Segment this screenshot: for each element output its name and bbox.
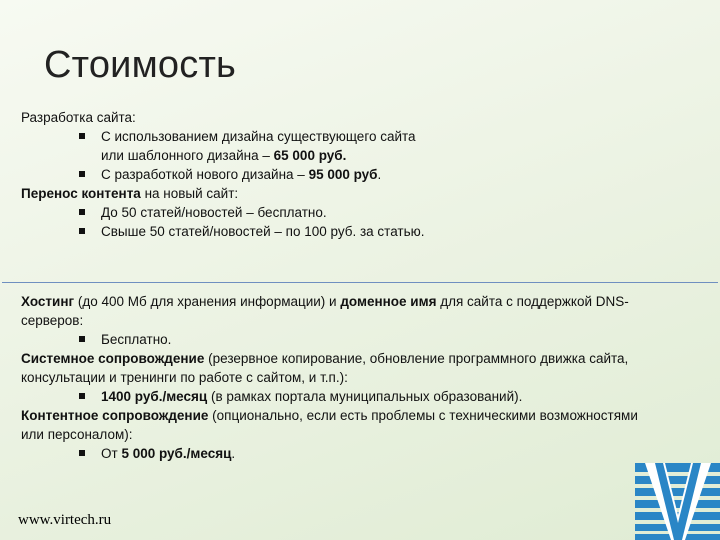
price-value: 1400 руб./месяц bbox=[101, 389, 208, 404]
list-item bbox=[21, 127, 700, 165]
heading-bold: доменное имя bbox=[340, 294, 437, 309]
section-heading-content-transfer bbox=[21, 184, 700, 203]
heading-text: (опционально, если есть проблемы с техническими возможностями bbox=[208, 408, 638, 423]
list-item-text: Свыше 50 статей/новостей – по 100 руб. за статью. bbox=[101, 224, 425, 239]
heading-text: или персоналом): bbox=[21, 427, 133, 442]
heading-text: (резервное копирование, обновление программного движка сайта, bbox=[204, 351, 629, 366]
heading-text: серверов: bbox=[21, 313, 84, 328]
bullet-icon bbox=[79, 209, 85, 215]
section-heading-content-support bbox=[21, 406, 700, 444]
heading-bold: Системное сопровождение bbox=[21, 351, 205, 366]
section-block-bottom bbox=[21, 292, 700, 463]
bullet-icon bbox=[79, 228, 85, 234]
price-value: 95 000 руб bbox=[308, 167, 378, 182]
heading-bold: Перенос контента bbox=[21, 186, 141, 201]
section-heading-system-support bbox=[21, 349, 700, 387]
list-item bbox=[21, 330, 700, 349]
page-title: Стоимость bbox=[44, 44, 237, 86]
bullet-icon bbox=[79, 336, 85, 342]
bullet-icon bbox=[79, 450, 85, 456]
heading-bold: Хостинг bbox=[21, 294, 75, 309]
list-item-text: С разработкой нового дизайна – bbox=[101, 167, 309, 182]
bullet-icon bbox=[79, 133, 85, 139]
list-item bbox=[21, 203, 700, 222]
list-item-text: . bbox=[231, 446, 236, 461]
section-heading-development: Разработка сайта: bbox=[21, 110, 136, 125]
list-item-text: . bbox=[377, 167, 382, 182]
list-item-text: До 50 статей/новостей – бесплатно. bbox=[101, 205, 327, 220]
price-value: 65 000 руб. bbox=[273, 148, 347, 163]
section-heading-hosting bbox=[21, 292, 700, 330]
divider bbox=[2, 282, 718, 283]
heading-bold: Контентное сопровождение bbox=[21, 408, 209, 423]
virtech-logo-icon bbox=[635, 463, 720, 540]
price-value: 5 000 руб./месяц bbox=[121, 446, 232, 461]
list-item-text: или шаблонного дизайна – bbox=[101, 148, 274, 163]
section-block-top bbox=[21, 108, 700, 241]
list-item-text: Бесплатно. bbox=[101, 332, 172, 347]
heading-text: консультации и тренинги по работе с сайтом, и т.п.): bbox=[21, 370, 348, 385]
heading-text: для сайта с поддержкой DNS- bbox=[436, 294, 629, 309]
list-item-text: От bbox=[101, 446, 122, 461]
footer-url[interactable]: www.virtech.ru bbox=[18, 512, 112, 528]
bullet-icon bbox=[79, 171, 85, 177]
list-item bbox=[21, 222, 700, 241]
list-item-text: С использованием дизайна существующего сайта bbox=[101, 129, 416, 144]
bullet-icon bbox=[79, 393, 85, 399]
heading-text: (до 400 Мб для хранения информации) и bbox=[74, 294, 341, 309]
heading-text: на новый сайт: bbox=[140, 186, 239, 201]
list-item-text: (в рамках портала муниципальных образований). bbox=[207, 389, 523, 404]
list-item bbox=[21, 444, 700, 463]
list-item bbox=[21, 387, 700, 406]
list-item bbox=[21, 165, 700, 184]
